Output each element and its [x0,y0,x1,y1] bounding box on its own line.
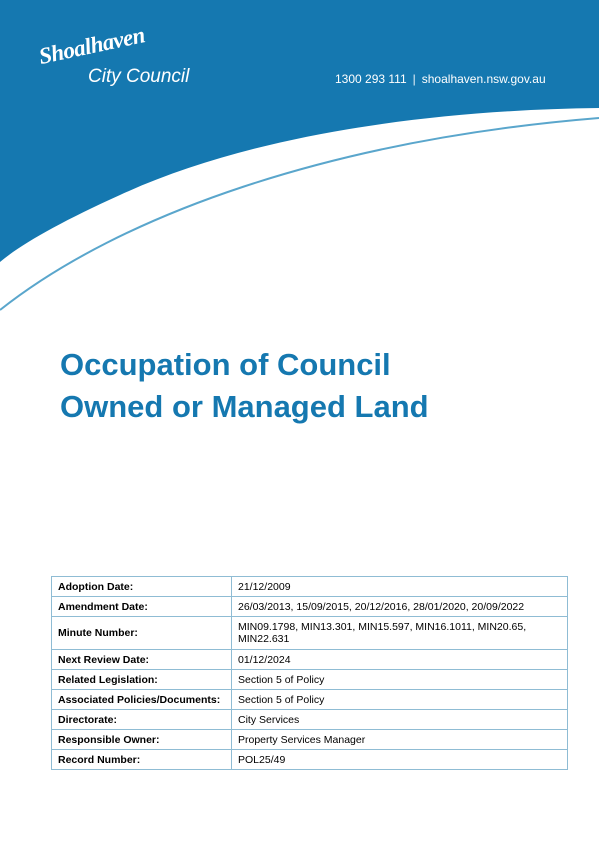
row-label: Next Review Date: [52,650,232,670]
contact-info [335,72,546,86]
row-label: Directorate: [52,710,232,730]
row-label: Amendment Date: [52,597,232,617]
row-label: Associated Policies/Documents: [52,690,232,710]
table-row [52,577,568,597]
header-banner [0,0,599,320]
logo-line-2: City Council [88,66,190,87]
row-label: Minute Number: [52,617,232,650]
table-row [52,670,568,690]
row-value: 21/12/2009 [232,577,568,597]
contact-separator: | [412,72,416,86]
table-row [52,710,568,730]
row-label: Record Number: [52,750,232,770]
policy-info-table [51,576,568,770]
row-value: 26/03/2013, 15/09/2015, 20/12/2016, 28/01/2020, 20/09/2022 [232,597,568,617]
table-row [52,750,568,770]
table-row [52,597,568,617]
row-value: Section 5 of Policy [232,690,568,710]
row-label: Adoption Date: [52,577,232,597]
table-row [52,690,568,710]
row-value: 01/12/2024 [232,650,568,670]
logo-line-1: Shoalhaven [36,22,147,70]
table-row [52,617,568,650]
row-value: City Services [232,710,568,730]
row-label: Related Legislation: [52,670,232,690]
row-value: Property Services Manager [232,730,568,750]
table-row [52,730,568,750]
title-line-1: Occupation of Council [60,347,391,382]
row-label: Responsible Owner: [52,730,232,750]
row-value: MIN09.1798, MIN13.301, MIN15.597, MIN16.1011, MIN20.65, MIN22.631 [232,617,568,650]
phone-number: 1300 293 111 [335,72,407,86]
row-value: POL25/49 [232,750,568,770]
website-link[interactable]: shoalhaven.nsw.gov.au [421,72,546,86]
title-line-2: Owned or Managed Land [60,389,429,424]
document-title [60,344,560,428]
table-row [52,650,568,670]
row-value: Section 5 of Policy [232,670,568,690]
